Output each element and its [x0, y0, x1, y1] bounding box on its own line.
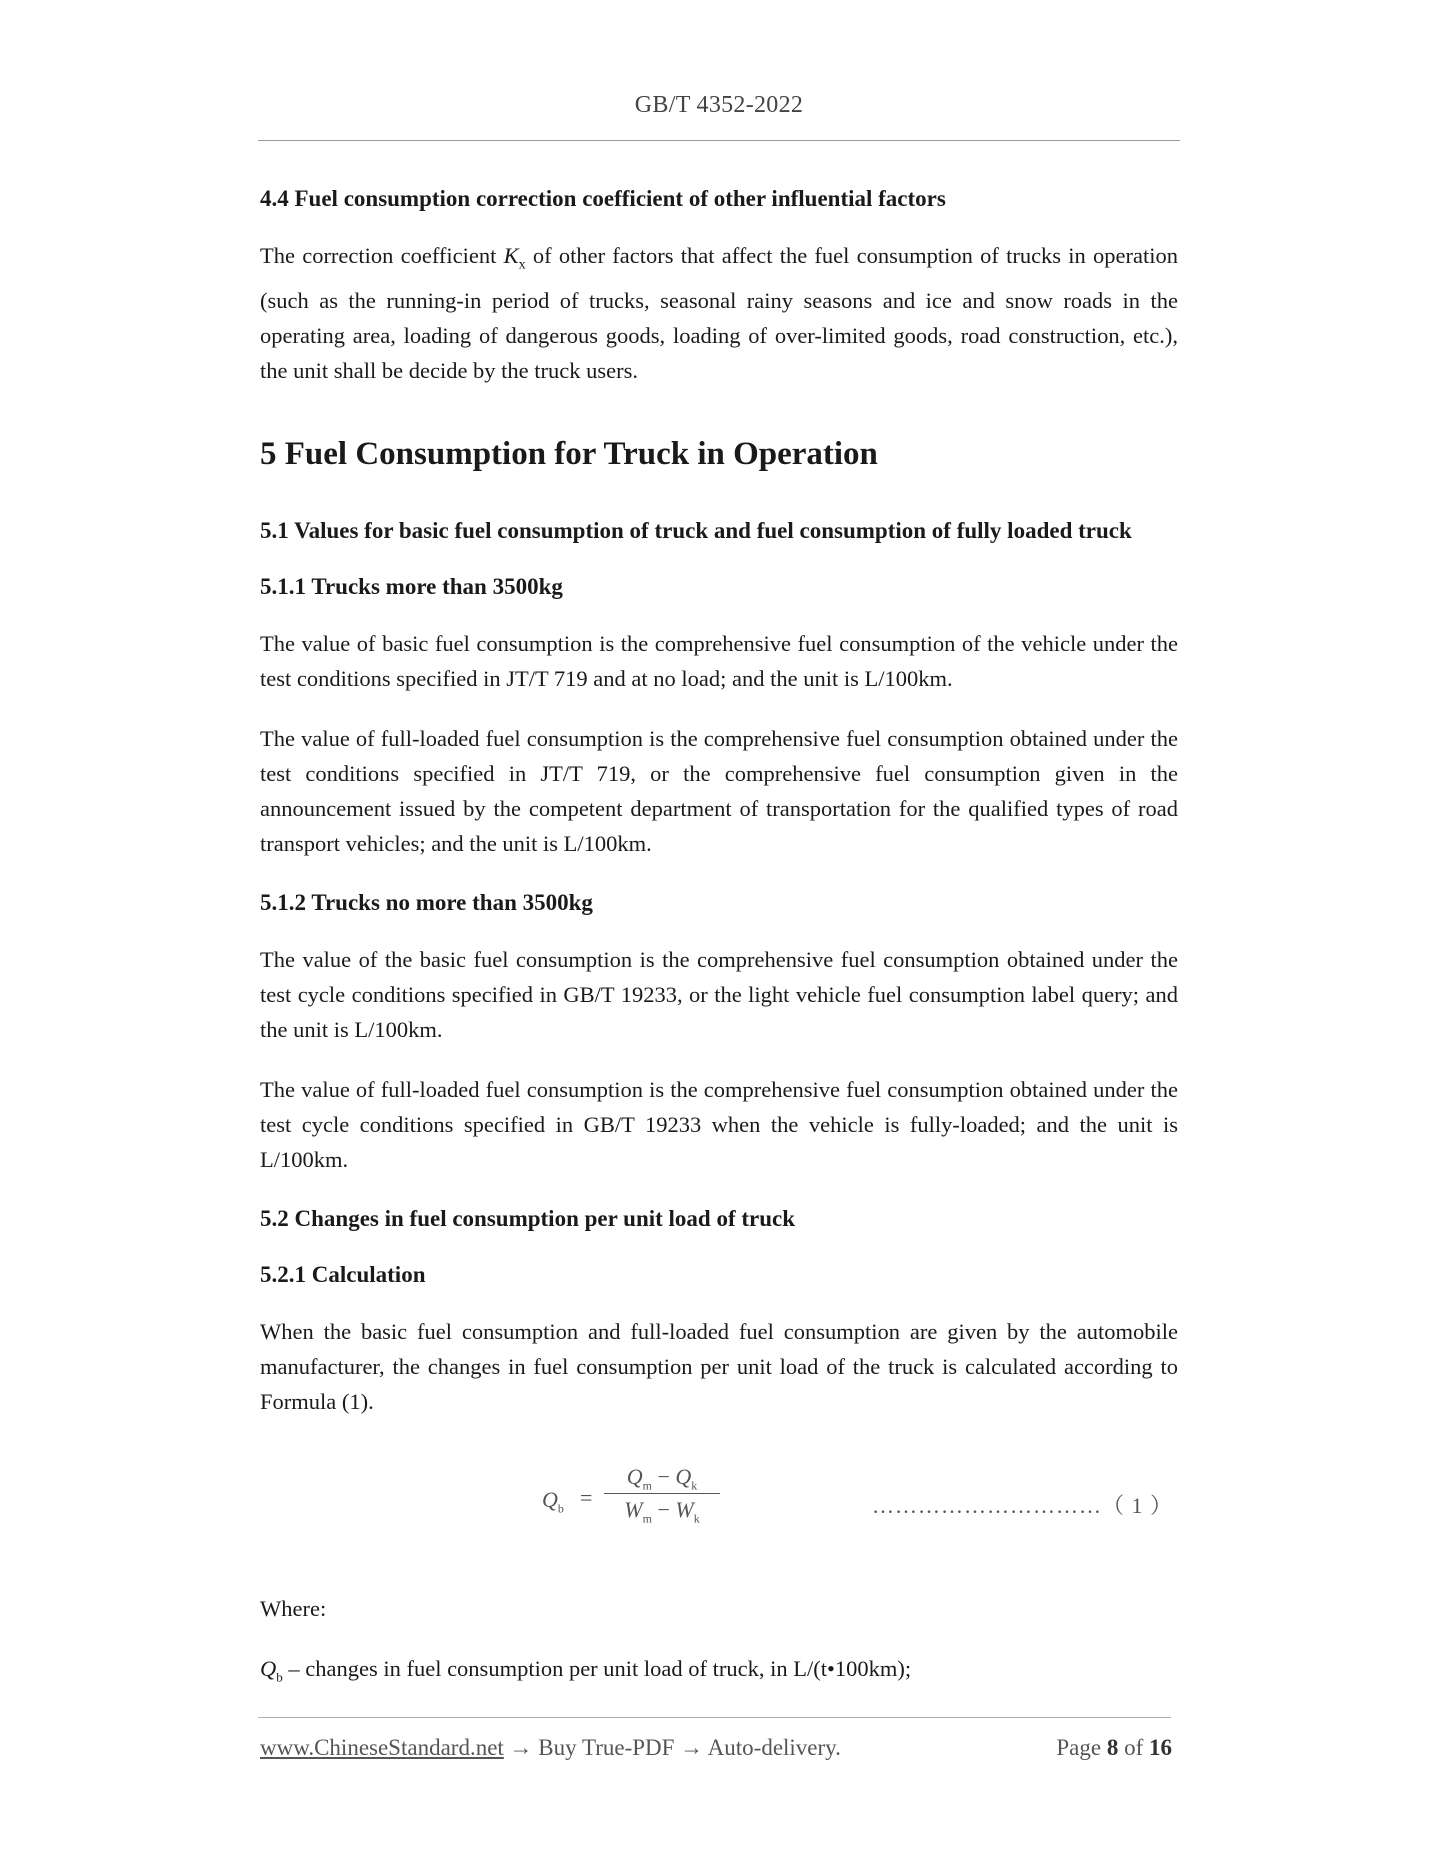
paragraph-text: of other factors that affect the fuel consumption of trucks in operation (such as the running-in period of trucks, seasonal rainy seasons and ice and snow roads in the operating area, loading of dangerous goods, loading of over-limited goods, road construction, etc.), the unit shall be decide by the truck users. [260, 243, 1178, 383]
formula-lhs [542, 1487, 564, 1516]
page-number [1056, 1735, 1172, 1761]
symbol-subscript: x [518, 257, 526, 273]
formula-block [260, 1453, 1178, 1533]
page-content [260, 182, 1178, 1694]
footer-divider [258, 1717, 1171, 1718]
formula-symbol: Q [542, 1486, 558, 1512]
symbol-letter: K [503, 243, 519, 268]
section-5-1-heading: 5.1 Values for basic fuel consumption of truck and fuel consumption of fully loaded truck [260, 517, 1132, 543]
formula-symbol: W [675, 1496, 694, 1522]
footer-promo-text: → Buy True-PDF → Auto-delivery. [503, 1735, 841, 1760]
website-link[interactable]: www.ChineseStandard.net [260, 1735, 504, 1760]
formula-subscript: b [557, 1500, 564, 1515]
formula-symbol: Q [626, 1463, 643, 1489]
header-divider [258, 140, 1180, 141]
section-5-1-1-paragraph-1: The value of basic fuel consumption is the comprehensive fuel consumption of the vehicle under the test conditions specified in JT/T 719 and at no load; and the unit is L/100km. [260, 630, 1178, 691]
section-5-2-1-heading: 5.2.1 Calculation [260, 1261, 426, 1287]
formula-denominator [604, 1496, 720, 1524]
formula-symbol: Q [675, 1463, 692, 1489]
formula-fraction [604, 1463, 720, 1524]
paragraph-text: The correction coefficient [260, 243, 504, 268]
formula-subscript: k [693, 1510, 700, 1525]
section-5-2-heading: 5.2 Changes in fuel consumption per unit load of truck [260, 1205, 796, 1231]
variable-definition [260, 1651, 1178, 1695]
formula-operator: − [651, 1496, 676, 1522]
coefficient-symbol [503, 243, 526, 273]
section-5-1-2-paragraph-2: The value of full-loaded fuel consumption is the comprehensive fuel consumption obtained under the test cycle conditions specified in GB/T 19233 when the vehicle is fully-loaded; and the unit is L/100km. [260, 1076, 1178, 1172]
fraction-bar [604, 1493, 720, 1494]
total-pages: 16 [1149, 1735, 1172, 1760]
current-page: 8 [1106, 1735, 1119, 1760]
variable-symbol [260, 1655, 283, 1684]
section-4-4-heading: 4.4 Fuel consumption correction coefficient of other influential factors [260, 186, 946, 211]
formula-subscript: k [691, 1477, 698, 1492]
formula-equals: = [580, 1484, 593, 1510]
formula-subscript: m [642, 1510, 652, 1525]
formula-operator: − [651, 1463, 676, 1489]
section-4-4-paragraph [260, 238, 1178, 388]
footer-promo [260, 1735, 841, 1761]
symbol-subscript: b [276, 1669, 283, 1684]
variable-text: – changes in fuel consumption per unit load of truck, in L/(t•100km); [282, 1655, 912, 1681]
of-label: of [1118, 1735, 1149, 1760]
where-label: Where: [260, 1595, 327, 1621]
symbol-letter: Q [260, 1655, 277, 1681]
formula-subscript: m [642, 1477, 652, 1492]
page-label: Page [1056, 1735, 1107, 1760]
section-5-1-1-heading: 5.1.1 Trucks more than 3500kg [260, 573, 563, 599]
formula-number: …………………………（ 1 ） [872, 1492, 1174, 1518]
page-header: GB/T 4352-2022 [634, 92, 804, 118]
section-5-1-1-paragraph-2: The value of full-loaded fuel consumption is the comprehensive fuel consumption obtained under the test conditions specified in JT/T 719, or the comprehensive fuel consumption given in the announcement issued by the competent department of transportation for the qualified types of road transport vehicles; and the unit is L/100km. [260, 725, 1178, 856]
formula-symbol: W [624, 1496, 643, 1522]
section-5-2-1-paragraph: When the basic fuel consumption and full-loaded fuel consumption are given by the automobile manufacturer, the changes in fuel consumption per unit load of the truck is calculated according to Formula (1). [260, 1318, 1178, 1414]
section-5-1-2-paragraph-1: The value of the basic fuel consumption is the comprehensive fuel consumption obtained under the test cycle conditions specified in GB/T 19233, or the light vehicle fuel consumption label query; and the unit is L/100km. [260, 946, 1178, 1042]
section-5-1-2-heading: 5.1.2 Trucks no more than 3500kg [260, 889, 593, 915]
formula-numerator [604, 1463, 720, 1491]
section-5-heading: 5 Fuel Consumption for Truck in Operation [260, 435, 878, 472]
